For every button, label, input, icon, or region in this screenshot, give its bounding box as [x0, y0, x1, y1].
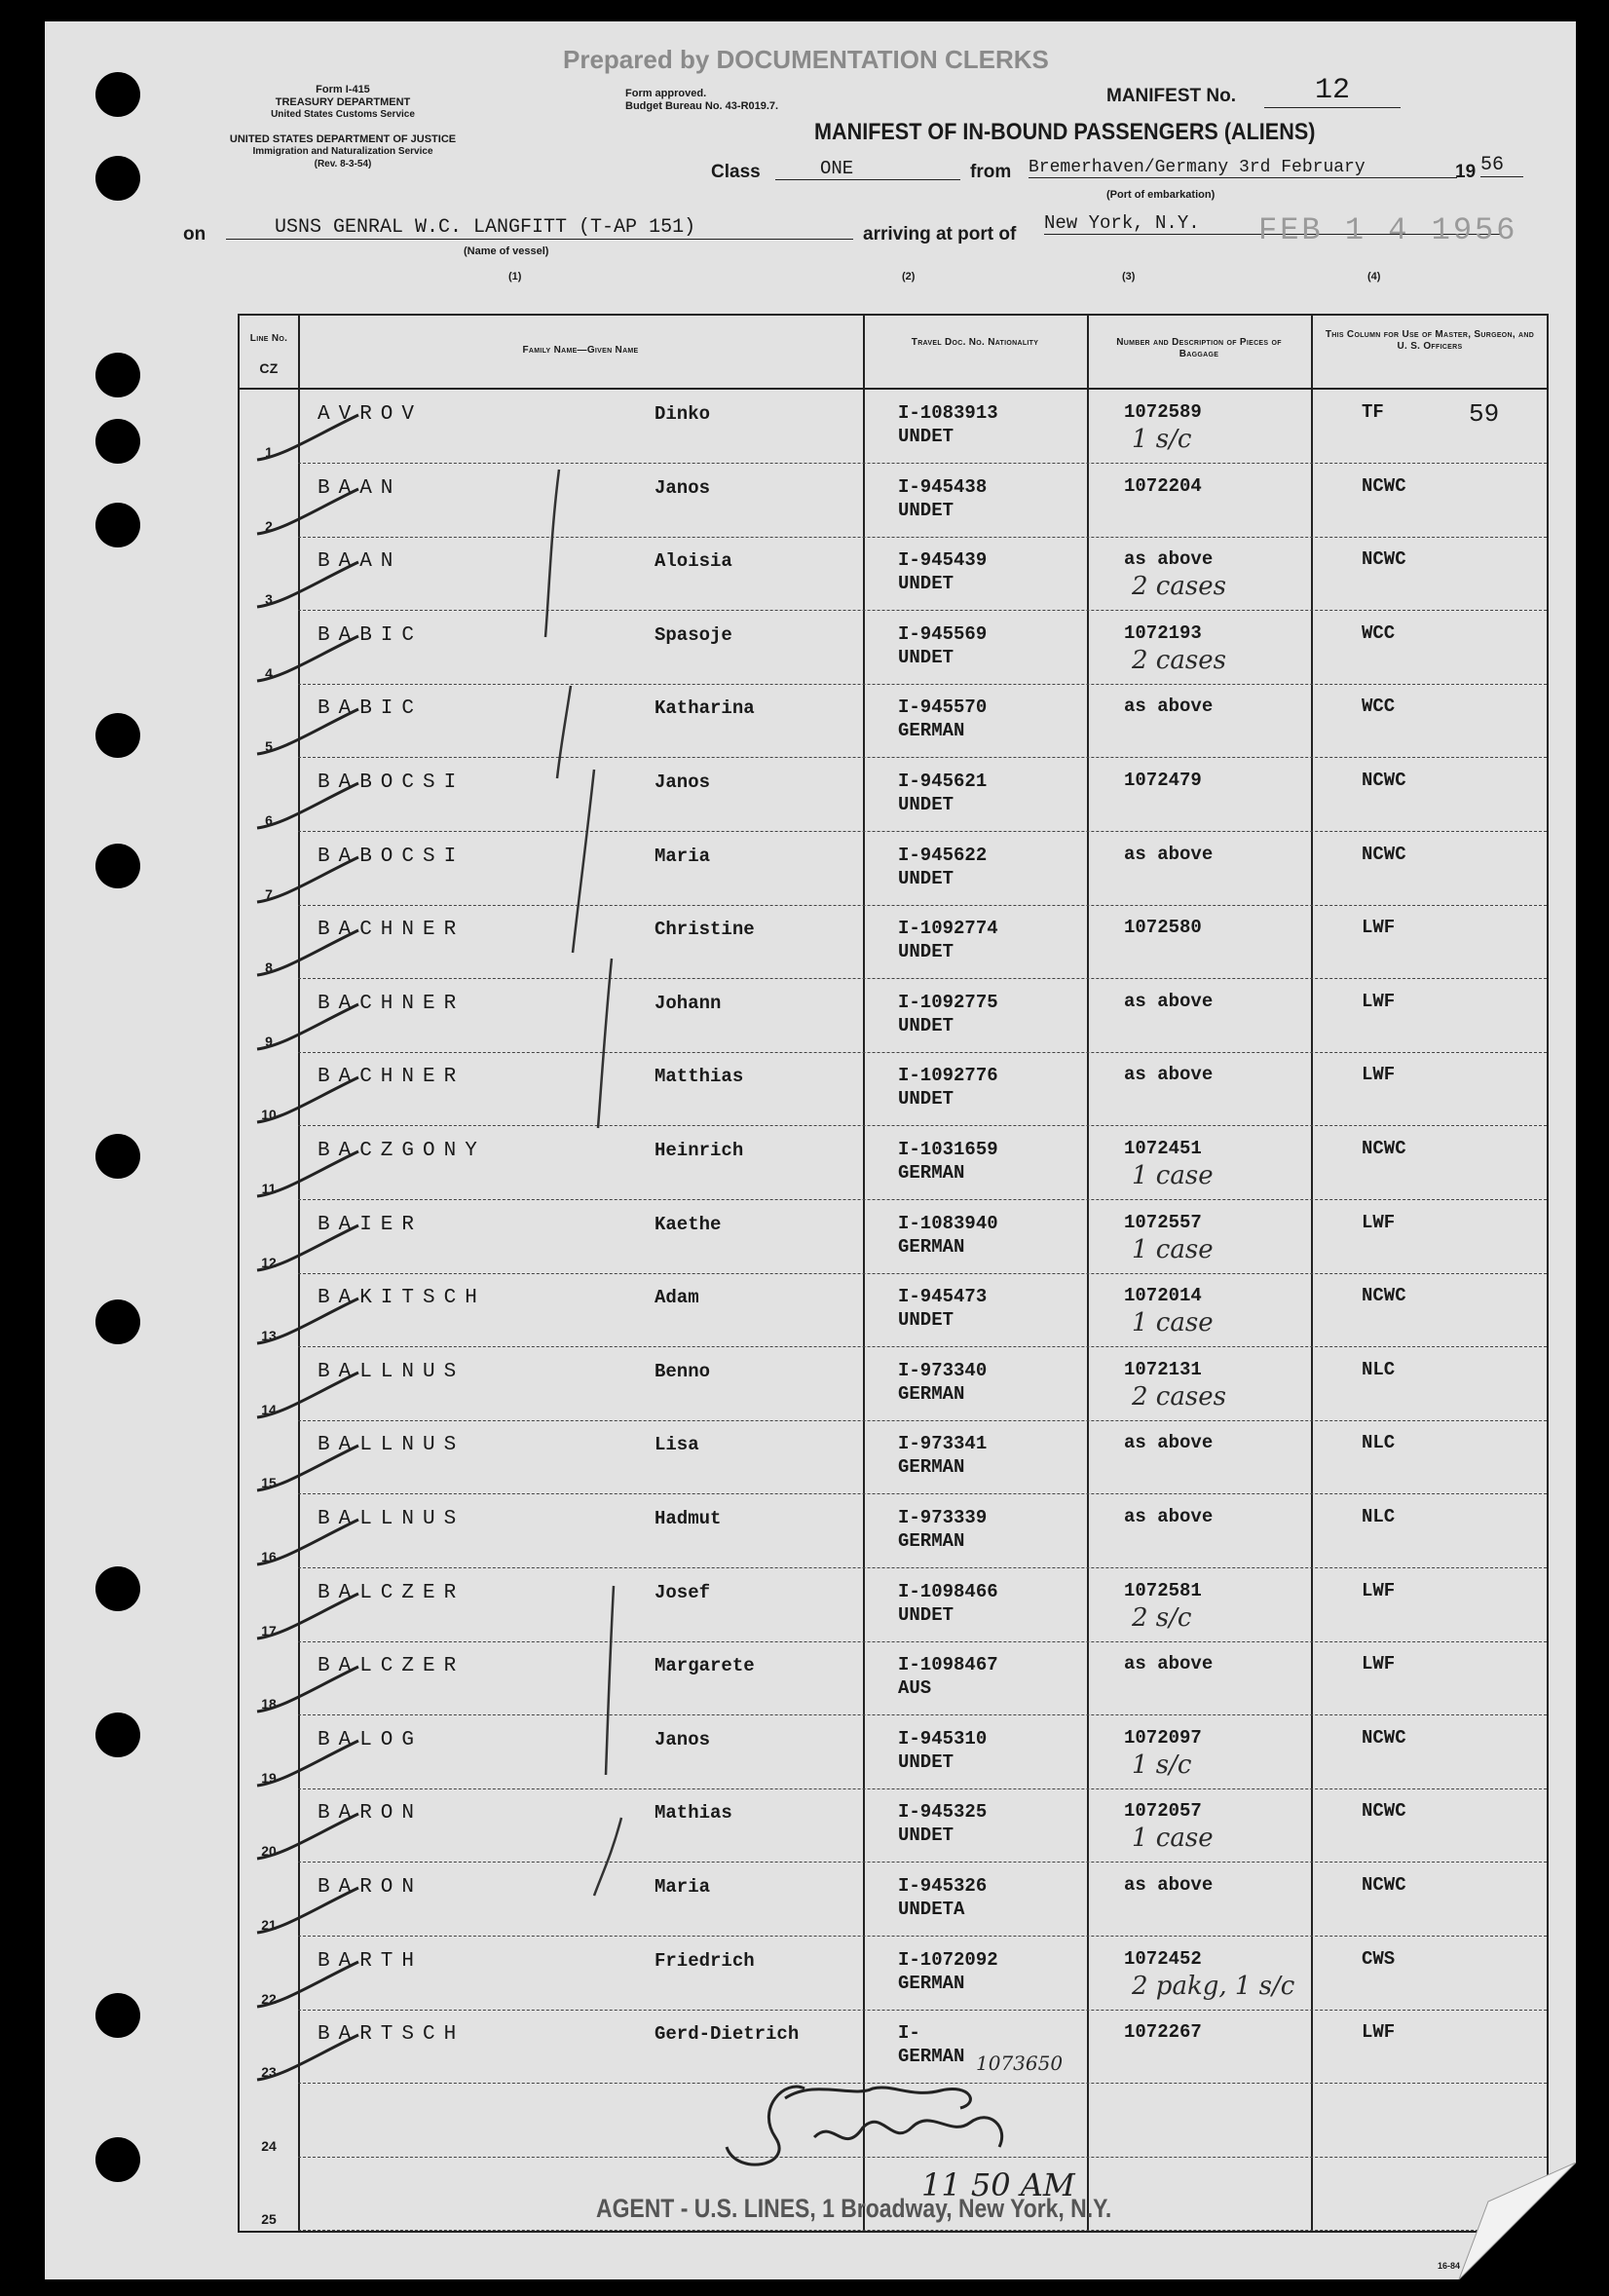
baggage-number: 1072479	[1124, 770, 1202, 791]
line-number: 12	[261, 1254, 277, 1270]
baggage-number: as above	[1124, 990, 1214, 1012]
officer-code: NCWC	[1362, 843, 1406, 865]
nationality: UNDET	[898, 1825, 954, 1847]
travel-doc-number: I-945569	[898, 622, 988, 645]
travel-doc-number: I-945570	[898, 696, 988, 719]
pencil-marks	[240, 316, 1547, 2231]
baggage-handwritten: 1 s/c	[1132, 1750, 1192, 1780]
baggage-handwritten: 2 s/c	[1132, 1602, 1192, 1633]
punch-hole	[95, 503, 140, 547]
officer-code: LWF	[1362, 1211, 1396, 1233]
nationality: UNDET	[898, 1750, 954, 1773]
customs-service: United States Customs Service	[271, 109, 415, 120]
baggage-handwritten: 1 s/c	[1132, 425, 1192, 454]
officer-code: LWF	[1362, 2021, 1396, 2044]
travel-doc-number: I-945325	[898, 1801, 988, 1824]
travel-doc-number: I-945621	[898, 771, 988, 792]
line-number: 21	[261, 1917, 277, 1933]
family-name: BACZGONY	[318, 1140, 486, 1162]
line-number: 18	[261, 1696, 277, 1713]
nationality: GERMAN	[898, 1235, 965, 1258]
travel-doc-number: I-945438	[898, 475, 988, 498]
line-number: 23	[261, 2064, 277, 2081]
officer-code: NCWC	[1362, 1800, 1406, 1823]
handwritten-doc-number: 1073650	[976, 2051, 1064, 2075]
col-number: (1)	[508, 271, 522, 282]
family-name: BARON	[318, 1876, 424, 1899]
manifest-page	[45, 21, 1576, 2279]
baggage-number: 1072589	[1124, 401, 1202, 423]
baggage-number: 1072451	[1124, 1138, 1202, 1159]
baggage-number: as above	[1124, 1874, 1214, 1896]
nationality: UNDET	[898, 499, 954, 521]
travel-doc-number: I-973340	[898, 1359, 988, 1381]
baggage-number: as above	[1124, 1432, 1214, 1454]
line-number: 15	[261, 1475, 277, 1491]
travel-doc-number: I-945326	[898, 1875, 988, 1897]
passenger-table	[238, 314, 1549, 2233]
punch-hole	[95, 1134, 140, 1179]
header-cz: CZ	[259, 360, 279, 376]
vessel-caption: (Name of vessel)	[464, 245, 549, 257]
baggage-number: 1072131	[1124, 1358, 1202, 1380]
header-line-no: Line No.	[249, 333, 288, 344]
nationality: UNDET	[898, 573, 954, 595]
baggage-number: as above	[1124, 696, 1214, 718]
line-number: 16	[261, 1549, 277, 1564]
punch-hole	[95, 844, 140, 888]
travel-doc-number: I-945310	[898, 1727, 988, 1750]
arriving-label: arriving at port of	[863, 224, 1017, 245]
form-revision: (Rev. 8-3-54)	[314, 159, 372, 169]
given-name: Maria	[655, 1876, 711, 1898]
line-number: 24	[261, 2137, 277, 2154]
class-label: Class	[711, 162, 761, 182]
travel-doc-number: I-1092775	[898, 991, 998, 1013]
nationality: UNDET	[898, 941, 954, 963]
officer-code: WCC	[1362, 696, 1396, 718]
given-name: Margarete	[655, 1655, 755, 1677]
given-name: Adam	[655, 1287, 699, 1309]
line-number: 9	[265, 1033, 273, 1049]
punch-hole	[95, 156, 140, 201]
nationality: GERMAN	[898, 720, 965, 742]
family-name: BALLNUS	[318, 1508, 466, 1530]
given-name: Janos	[655, 772, 711, 793]
travel-doc-number: I-973341	[898, 1433, 988, 1455]
given-name: Janos	[655, 1728, 711, 1750]
form-number: Form I-415	[316, 84, 370, 95]
officer-code: LWF	[1362, 990, 1396, 1012]
baggage-handwritten: 2 cases	[1132, 1381, 1226, 1411]
baggage-number: 1072204	[1124, 474, 1202, 497]
family-name: BACHNER	[318, 992, 466, 1015]
baggage-number: 1072267	[1124, 2021, 1202, 2044]
port-caption: (Port of embarkation)	[1106, 189, 1216, 201]
officer-code: NCWC	[1362, 1285, 1406, 1307]
baggage-number: as above	[1124, 1064, 1214, 1086]
given-name: Maria	[655, 845, 711, 867]
embarkation-value: Bremerhaven/Germany 3rd February	[1029, 158, 1457, 178]
line-number: 7	[265, 885, 273, 902]
family-name: BABIC	[318, 697, 424, 721]
family-name: BABOCSI	[318, 772, 466, 794]
family-name: BACHNER	[318, 1066, 466, 1089]
nationality: GERMAN	[898, 1382, 965, 1405]
family-name: BALLNUS	[318, 1360, 466, 1383]
officer-code: NLC	[1362, 1506, 1396, 1527]
punch-hole	[95, 1993, 140, 2038]
travel-doc-number: I-	[898, 2022, 920, 2045]
travel-doc-number: I-945622	[898, 844, 988, 866]
form-code: 16-84	[1438, 2261, 1461, 2271]
baggage-handwritten: 1 case	[1132, 1308, 1214, 1338]
line-number: 6	[265, 812, 273, 828]
nationality: AUS	[898, 1677, 932, 1700]
officer-code: TF	[1362, 401, 1384, 423]
col-number: (3)	[1122, 271, 1136, 282]
officer-code: NCWC	[1362, 548, 1406, 571]
punch-hole	[95, 72, 140, 117]
on-label: on	[183, 224, 206, 245]
baggage-number: 1072057	[1124, 1800, 1202, 1823]
travel-doc-number: I-1031659	[898, 1139, 998, 1160]
given-name: Spasoje	[655, 623, 732, 646]
manifest-no-label: MANIFEST No.	[1106, 86, 1236, 106]
baggage-number: 1072581	[1124, 1579, 1202, 1601]
line-number: 4	[265, 664, 273, 681]
line-number: 20	[261, 1843, 277, 1860]
punch-hole	[95, 713, 140, 758]
punch-hole	[95, 353, 140, 397]
nationality: GERMAN	[898, 2046, 965, 2068]
family-name: BALOG	[318, 1728, 424, 1751]
punch-hole	[95, 419, 140, 464]
line-number: 11	[261, 1181, 277, 1196]
family-name: BAKITSCH	[318, 1287, 486, 1310]
given-name: Hadmut	[655, 1508, 722, 1529]
given-name: Heinrich	[655, 1140, 744, 1161]
punch-hole	[95, 1713, 140, 1757]
travel-doc-number: I-1098467	[898, 1654, 998, 1676]
nationality: UNDET	[898, 1309, 954, 1332]
nationality: UNDET	[898, 646, 954, 668]
nationality: UNDET	[898, 1088, 954, 1110]
punch-hole	[95, 1299, 140, 1344]
line-number: 1	[265, 444, 273, 460]
line-number: 3	[265, 591, 273, 608]
page-mark: 59	[1469, 399, 1500, 429]
travel-doc-number: I-973339	[898, 1507, 988, 1528]
given-name: Aloisia	[655, 550, 732, 573]
travel-doc-number: I-945473	[898, 1286, 988, 1308]
punch-hole	[95, 2137, 140, 2182]
date-stamp: FEB 1 4 1956	[1258, 212, 1518, 248]
officer-code: LWF	[1362, 1579, 1396, 1601]
officer-code: NLC	[1362, 1432, 1396, 1454]
baggage-number: 1072557	[1124, 1211, 1202, 1233]
header-baggage: Number and Description of Pieces of Baggage	[1116, 337, 1282, 359]
given-name: Janos	[655, 476, 711, 499]
nationality: UNDETA	[898, 1899, 965, 1920]
given-name: Josef	[655, 1581, 711, 1603]
arrival-time-note: 11 50 AM	[921, 2166, 1075, 2203]
treasury-dept: TREASURY DEPARTMENT	[275, 96, 411, 108]
agent-footer: AGENT - U.S. LINES, 1 Broadway, New York, N.Y.	[596, 2194, 1112, 2223]
family-name: BACHNER	[318, 919, 466, 942]
family-name: BAAN	[318, 476, 402, 500]
arriving-port-value: New York, N.Y.	[1044, 212, 1502, 235]
given-name: Gerd-Dietrich	[655, 2023, 800, 2046]
officer-code: NCWC	[1362, 770, 1406, 791]
travel-doc-number: I-1092776	[898, 1065, 998, 1087]
baggage-handwritten: 1 case	[1132, 1161, 1214, 1190]
travel-doc-number: I-1072092	[898, 1948, 998, 1971]
family-name: BARON	[318, 1802, 424, 1826]
family-name: BAAN	[318, 550, 402, 574]
baggage-number: as above	[1124, 1506, 1214, 1527]
travel-doc-number: I-1083940	[898, 1212, 998, 1234]
baggage-handwritten: 1 case	[1132, 1234, 1214, 1264]
officer-code: NLC	[1362, 1358, 1396, 1380]
family-name: BABOCSI	[318, 845, 466, 868]
officer-code: CWS	[1362, 1947, 1396, 1970]
nationality: UNDET	[898, 1603, 954, 1626]
header-officers: This Column for Use of Master, Surgeon, and U. S. Officers	[1325, 329, 1535, 352]
given-name: Benno	[655, 1360, 711, 1382]
family-name: BALLNUS	[318, 1434, 466, 1457]
given-name: Kaethe	[655, 1213, 722, 1235]
year-prefix: 19	[1455, 162, 1477, 182]
travel-doc-number: I-1083913	[898, 402, 998, 424]
family-name: BARTSCH	[318, 2023, 466, 2047]
line-number: 2	[265, 517, 273, 534]
budget-bureau: Budget Bureau No. 43-R019.7.	[625, 100, 779, 112]
vessel-value: USNS GENRAL W.C. LANGFITT (T-AP 151)	[226, 216, 853, 240]
baggage-number: as above	[1124, 548, 1214, 571]
family-name: AVROV	[318, 403, 424, 426]
officer-code: LWF	[1362, 1653, 1396, 1675]
given-name: Lisa	[655, 1434, 699, 1456]
travel-doc-number: I-1098466	[898, 1580, 998, 1602]
family-name: BALCZER	[318, 1581, 466, 1604]
baggage-handwritten: 1 case	[1132, 1824, 1214, 1854]
manifest-title: MANIFEST OF IN-BOUND PASSENGERS (ALIENS)	[814, 119, 1316, 145]
line-number: 22	[261, 1990, 277, 2007]
baggage-number: 1072097	[1124, 1726, 1202, 1749]
line-number: 13	[261, 1328, 277, 1344]
baggage-handwritten: 2 cases	[1132, 572, 1226, 602]
form-approved: Form approved.	[625, 88, 707, 99]
family-name: BARTH	[318, 1949, 424, 1973]
header-name: Family Name—Given Name	[522, 345, 639, 356]
punch-hole	[95, 1566, 140, 1611]
family-name: BALCZER	[318, 1655, 466, 1678]
nationality: GERMAN	[898, 1162, 965, 1184]
given-name: Friedrich	[655, 1949, 755, 1972]
nationality: UNDET	[898, 867, 954, 889]
nationality: GERMAN	[898, 1530, 965, 1552]
col-number: (2)	[902, 271, 916, 282]
officer-code: NCWC	[1362, 474, 1406, 497]
travel-doc-number: I-1092774	[898, 918, 998, 940]
family-name: BAIER	[318, 1213, 424, 1236]
baggage-number: 1072014	[1124, 1285, 1202, 1307]
line-number: 25	[261, 2211, 277, 2228]
officer-code: NCWC	[1362, 1726, 1406, 1749]
baggage-number: 1072452	[1124, 1947, 1202, 1970]
baggage-number: as above	[1124, 843, 1214, 865]
from-label: from	[970, 162, 1012, 182]
nationality: UNDET	[898, 794, 954, 815]
line-number: 17	[261, 1622, 277, 1638]
officer-code: LWF	[1362, 1064, 1396, 1086]
line-number: 14	[261, 1401, 277, 1417]
line-number: 5	[265, 738, 273, 755]
class-value: ONE	[775, 158, 960, 180]
year-value: 56	[1480, 154, 1523, 177]
justice-dept: UNITED STATES DEPARTMENT OF JUSTICE	[229, 133, 457, 145]
nationality: GERMAN	[898, 1972, 965, 1994]
line-number: 10	[261, 1107, 277, 1123]
officer-code: LWF	[1362, 917, 1396, 939]
given-name: Mathias	[655, 1802, 732, 1825]
travel-doc-number: I-945439	[898, 549, 988, 572]
baggage-number: 1072193	[1124, 621, 1202, 644]
baggage-handwritten: 2 cases	[1132, 645, 1226, 675]
given-name: Johann	[655, 992, 722, 1014]
baggage-number: as above	[1124, 1653, 1214, 1675]
col-number: (4)	[1367, 271, 1381, 282]
officer-code: NCWC	[1362, 1138, 1406, 1159]
nationality: GERMAN	[898, 1456, 965, 1479]
manifest-no-value: 12	[1264, 74, 1401, 108]
nationality: UNDET	[898, 426, 954, 447]
given-name: Christine	[655, 919, 755, 941]
given-name: Katharina	[655, 697, 755, 720]
nationality: UNDET	[898, 1014, 954, 1036]
given-name: Dinko	[655, 403, 711, 425]
baggage-number: 1072580	[1124, 917, 1202, 939]
officer-code: WCC	[1362, 621, 1396, 644]
officer-code: NCWC	[1362, 1874, 1406, 1896]
family-name: BABIC	[318, 623, 424, 647]
folded-corner	[1430, 2163, 1576, 2279]
line-number: 19	[261, 1769, 277, 1786]
baggage-handwritten: 2 pakg, 1 s/c	[1132, 1971, 1295, 2001]
header-travel-doc: Travel Doc. No. Nationality	[911, 337, 1039, 348]
line-number: 8	[265, 960, 273, 976]
given-name: Matthias	[655, 1066, 744, 1088]
ins-service: Immigration and Naturalization Service	[252, 146, 433, 157]
prepared-stamp: Prepared by DOCUMENTATION CLERKS	[563, 45, 1049, 74]
